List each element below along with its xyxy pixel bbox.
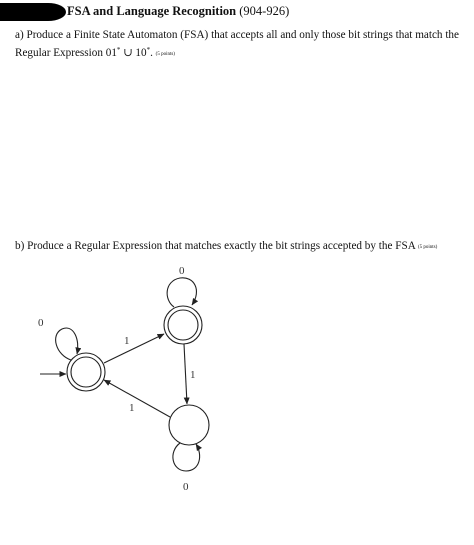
loop-left: [56, 328, 78, 360]
transition-bottom-to-left-label: 1: [129, 402, 135, 414]
loop-bottom-label: 0: [183, 481, 189, 493]
state-top: [164, 306, 202, 344]
regex-union: ∪ 10: [120, 46, 147, 59]
loop-left-label: 0: [38, 317, 44, 329]
loop-bottom: [173, 443, 200, 471]
transition-left-to-top-label: 1: [124, 335, 130, 347]
question-b-text: b) Produce a Regular Expression that matches exactly the bit strings accepted by the FSA: [15, 240, 416, 252]
state-bottom: [169, 405, 209, 445]
state-left-inner-ring: [71, 357, 101, 387]
loop-top: [167, 278, 196, 307]
regex-star-1: *: [116, 45, 121, 54]
state-left-outer-ring: [67, 353, 105, 391]
regex-period: .: [150, 46, 153, 59]
question-b-points: (5 points): [417, 245, 438, 250]
header-page-range: (904-926): [239, 4, 290, 18]
regex-star-2: *: [146, 45, 151, 54]
state-top-outer-ring: [164, 306, 202, 344]
transition-left-to-top: [104, 334, 164, 363]
transition-top-to-bottom-label: 1: [190, 369, 196, 381]
question-a-points: (5 points): [155, 51, 175, 57]
state-left: [67, 353, 105, 391]
transition-top-to-bottom: [184, 344, 187, 404]
header-title: FSA and Language Recognition: [67, 4, 237, 18]
question-a-line1: a) Produce a Finite State Automaton (FSA) that accepts all and only those bit strings that match the: [15, 29, 459, 41]
state-top-inner-ring: [168, 310, 198, 340]
loop-top-label: 0: [179, 265, 185, 277]
regex-prefix: Regular Expression 01: [15, 46, 117, 59]
transition-bottom-to-left: [104, 380, 170, 417]
